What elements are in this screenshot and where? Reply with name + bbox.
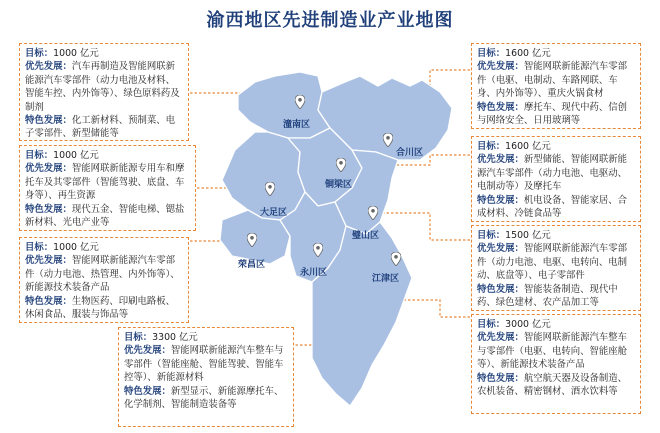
target-value: 1600 亿元	[505, 141, 551, 152]
info-box-tongnan	[19, 43, 189, 141]
district-label-dazu: 大足区	[260, 208, 288, 218]
info-box-jiangjin	[471, 314, 641, 414]
location-pin-icon	[313, 243, 323, 257]
target-value: 1500 亿元	[505, 230, 551, 241]
feature-text: 现代五金、智能电梯、锶盐新材料、光电产业等	[25, 203, 185, 229]
feature-text: 机电设备、智能家居、合成材料、冷链食品等	[477, 194, 628, 220]
target-value: 1000 亿元	[53, 242, 99, 253]
priority-label: 优先发展：	[25, 255, 72, 267]
priority-label: 优先发展：	[477, 61, 524, 73]
priority-label: 优先发展：	[477, 154, 524, 166]
target-label: 目标：	[25, 242, 54, 253]
feature-label: 特色发展：	[477, 372, 524, 384]
feature-label: 特色发展：	[25, 295, 72, 307]
feature-label: 特色发展：	[477, 194, 524, 206]
feature-text: 新型显示、新能源摩托车、化学制剂、智能制造装备等	[124, 385, 284, 411]
target-value: 1000 亿元	[53, 48, 99, 59]
info-box-yongchuan	[118, 327, 294, 427]
info-box-bishan	[471, 225, 641, 311]
target-label: 目标：	[477, 48, 506, 59]
target-value: 3000 亿元	[505, 319, 551, 330]
district-label-bishan: 璧山区	[352, 231, 380, 241]
target-label: 目标：	[477, 141, 506, 152]
feature-label: 特色发展：	[25, 115, 72, 127]
location-pin-icon	[383, 133, 393, 147]
feature-text: 摩托车、现代中药、信创与网络安全、日用玻璃等	[477, 101, 628, 127]
priority-text: 智能网联新能源汽车零部件（动力电池、电驱、电转向、电制动、底盘等）、电子零部件	[477, 243, 628, 282]
priority-label: 优先发展：	[25, 163, 72, 175]
map-title: 渝西地区先进制造业产业地图	[206, 10, 454, 31]
district-label-jiangjin: 江津区	[372, 274, 400, 284]
priority-text: 智能网联新能源汽车整车与零部件（电驱、电转向、智能座舱等）、新能源技术装备产品	[477, 332, 628, 371]
priority-text: 智能网联新能源汽车零部件（电驱、电制动、车路网联、车身、内外饰等）、重庆火锅食材	[477, 61, 628, 100]
priority-text: 智能网联新能源汽车整车与零部件（智能座舱、智能驾驶、智能车控等）、新能源材料	[124, 345, 284, 384]
location-pin-icon	[336, 158, 346, 172]
priority-text: 智能网联新能源专用车和摩托车及其零部件（智能驾驶、底盘、车身等）、再生资源	[25, 163, 185, 202]
district-label-hechuan: 合川区	[396, 148, 424, 158]
feature-text: 生物医药、印刷电路板、休闲食品、服装与饰品等	[25, 295, 176, 321]
priority-label: 优先发展：	[124, 345, 171, 357]
info-box-dazu	[19, 145, 196, 231]
target-label: 目标：	[477, 230, 506, 241]
feature-label: 特色发展：	[25, 203, 72, 215]
info-box-tongliang	[471, 136, 641, 222]
priority-text: 智能网联新能源汽车零部件（动力电池、热管理、内外饰等）、新能源技术装备产品	[25, 255, 180, 294]
feature-text: 智能装备制造、现代中药、绿色建材、农产品加工等	[477, 283, 618, 309]
priority-text: 新型储能、智能网联新能源汽车零部件（动力电池、电驱动、电制动等）及摩托车	[477, 154, 628, 193]
location-pin-icon	[391, 252, 401, 266]
feature-label: 特色发展：	[477, 101, 524, 113]
priority-label: 优先发展：	[477, 332, 524, 344]
feature-text: 航空航天器及设备制造、农机装备、精密钢材、酒水饮料等	[477, 372, 628, 398]
feature-label: 特色发展：	[124, 385, 171, 397]
target-label: 目标：	[124, 332, 153, 343]
location-pin-icon	[368, 206, 378, 220]
target-value: 1000 亿元	[53, 150, 99, 161]
feature-text: 化工新材料、预制菜、电子零部件、新型储能等	[25, 115, 176, 140]
location-pin-icon	[295, 95, 305, 109]
target-label: 目标：	[25, 48, 54, 59]
priority-text: 汽车再制造及智能网联新能源汽车零部件（动力电池及材料、智能车控、内外饰等）、绿色原料药及制剂	[25, 61, 180, 113]
target-label: 目标：	[477, 319, 506, 330]
target-label: 目标：	[25, 150, 54, 161]
location-pin-icon	[265, 182, 275, 196]
priority-label: 优先发展：	[477, 243, 524, 255]
info-box-rongchang	[19, 237, 189, 323]
target-value: 1600 亿元	[505, 48, 551, 59]
location-pin-icon	[247, 233, 257, 247]
district-label-tongnan: 潼南区	[283, 120, 311, 130]
target-value: 3300 亿元	[152, 332, 198, 343]
info-box-hechuan	[471, 43, 641, 129]
district-label-rongchang: 荣昌区	[238, 260, 266, 270]
district-label-yongchuan: 永川区	[300, 268, 328, 278]
priority-label: 优先发展：	[25, 61, 72, 73]
feature-label: 特色发展：	[477, 283, 524, 295]
district-label-tongliang: 铜梁区	[325, 180, 353, 190]
